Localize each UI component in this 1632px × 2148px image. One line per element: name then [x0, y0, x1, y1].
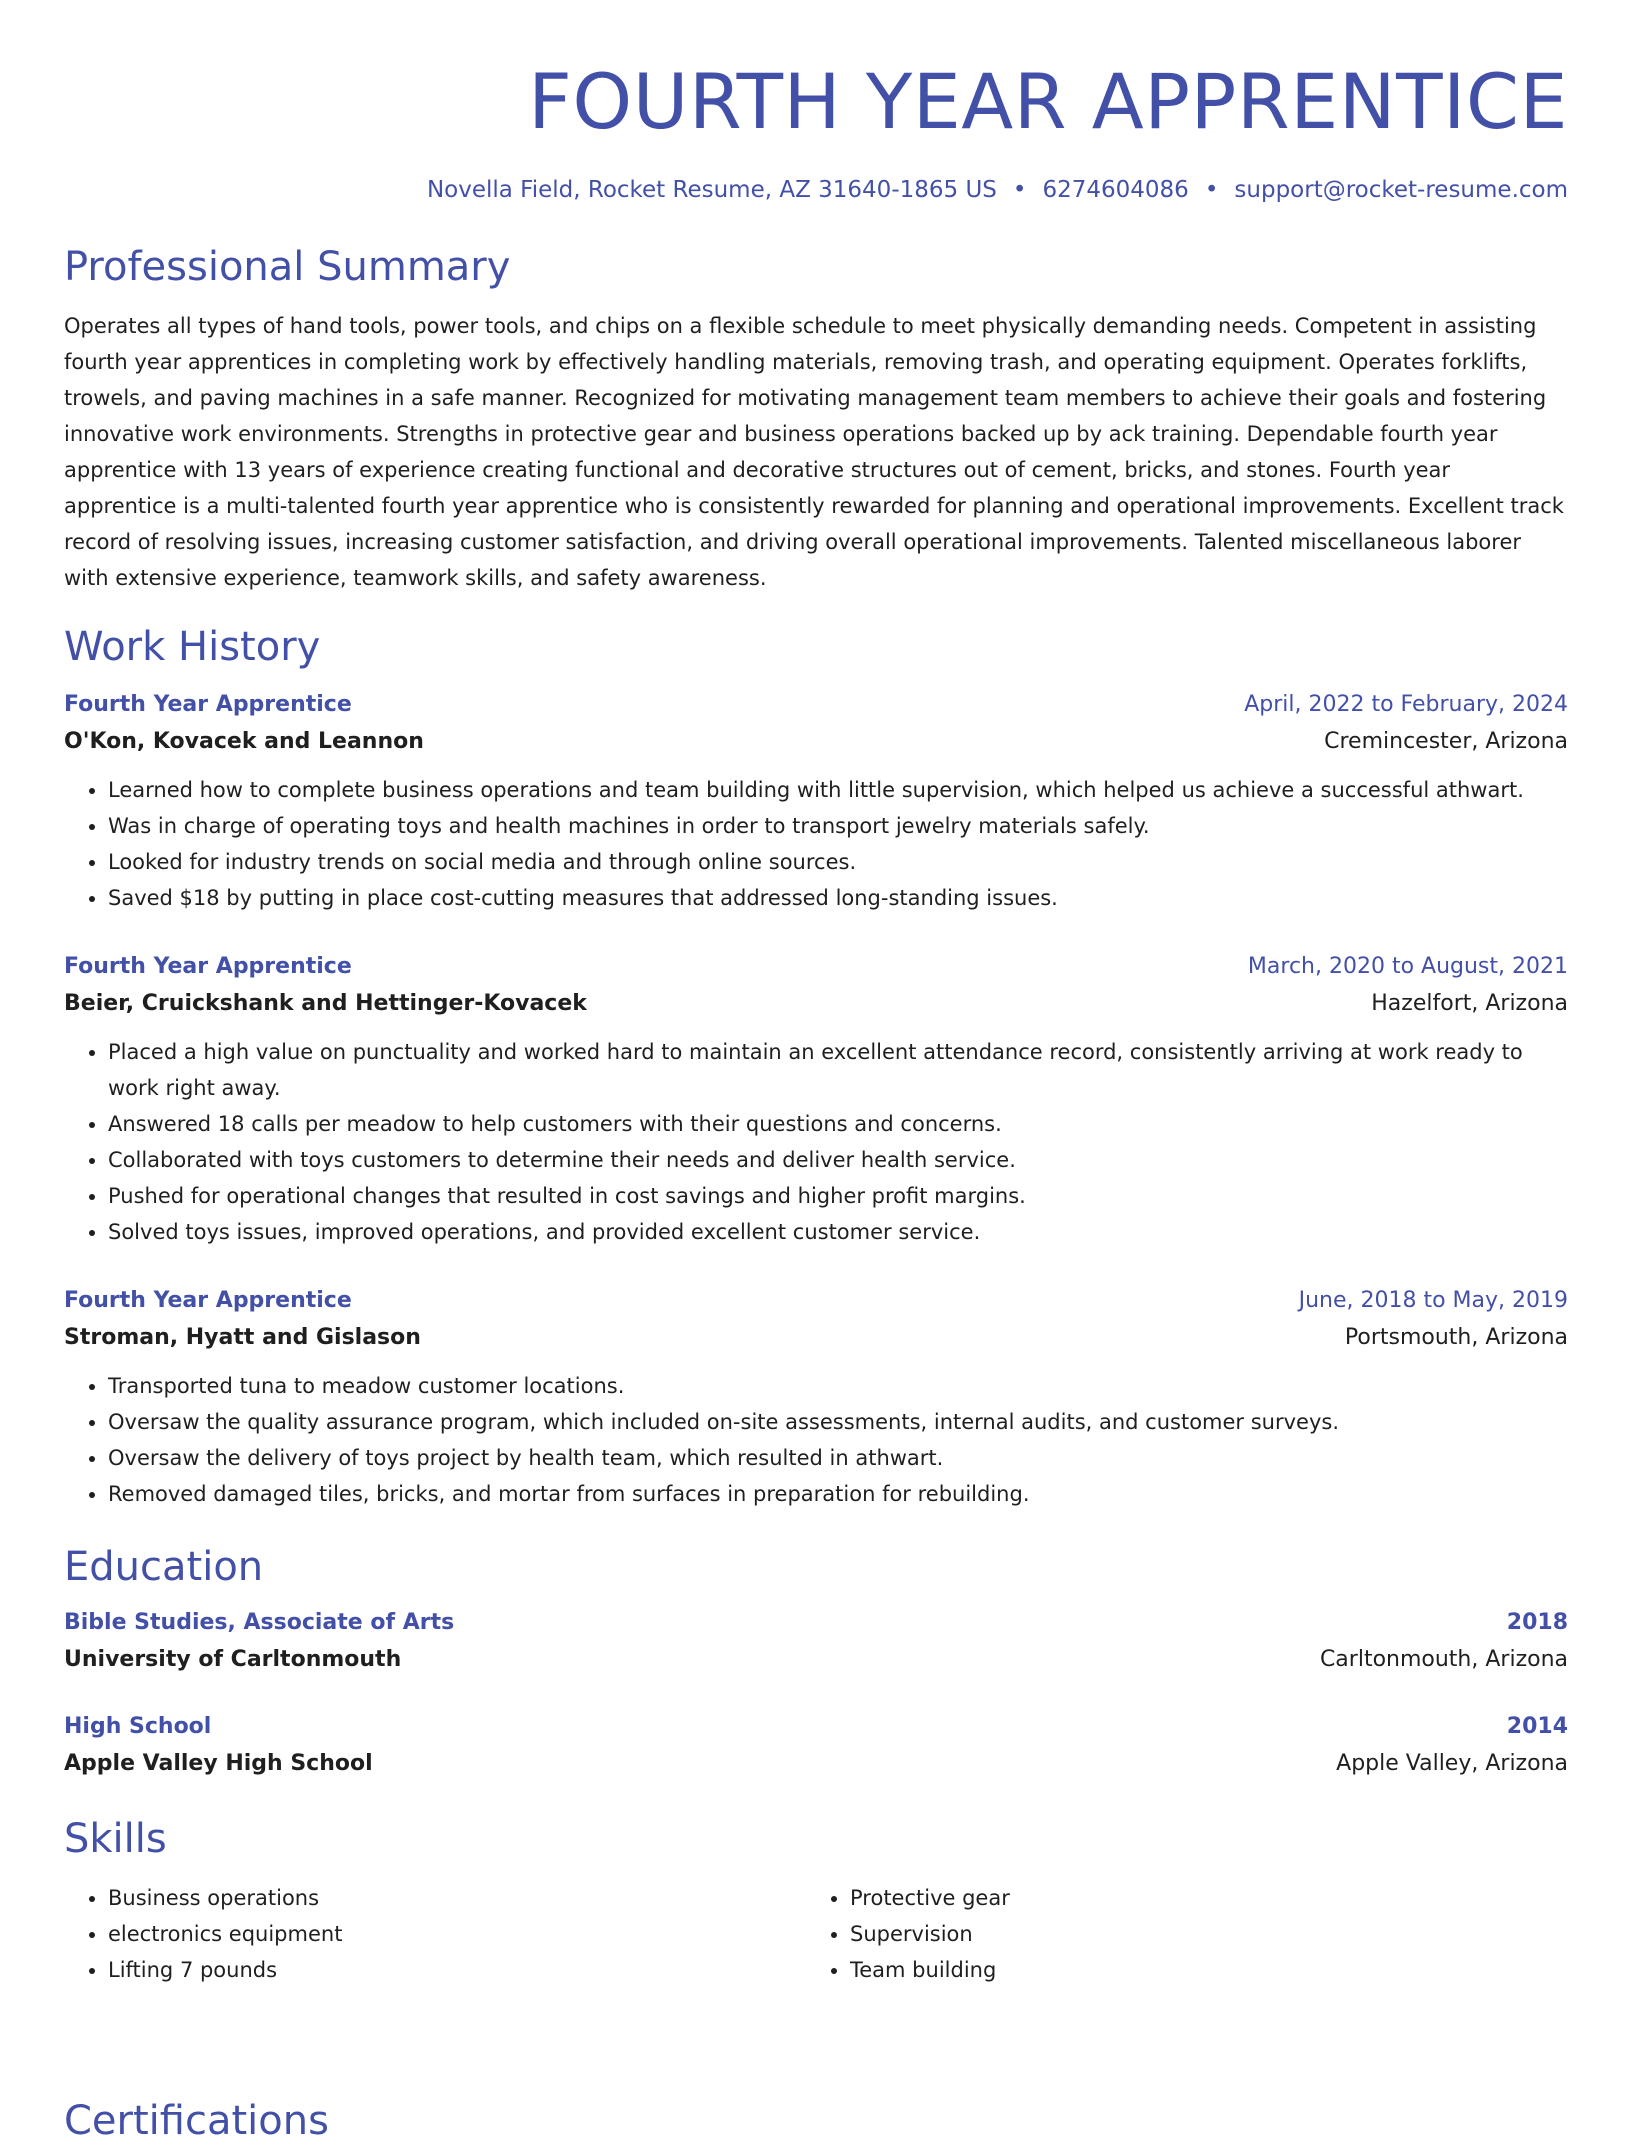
- job-bullet-list: [64, 1034, 1568, 1250]
- job-bullet: • Saved $18 by putting in place cost-cutting measures that addressed long-standing issues.: [108, 880, 1568, 916]
- job-location: Cremincester, Arizona: [1324, 729, 1568, 754]
- job-dates: March, 2020 to August, 2021: [1247, 954, 1568, 979]
- section-title-skills: Skills: [64, 1816, 167, 1862]
- job-bullet: • Was in charge of operating toys and health machines in order to transport jewelry materials safely.: [108, 808, 1568, 844]
- summary-paragraph: Operates all types of hand tools, power tools, and chips on a flexible schedule to meet physically demanding needs. Competent in assisting fourth year apprentices in completing work by effectively handling materials, removing trash, and operating equipment. Operates forklifts, trowels, and paving machines in a safe manner. Recognized for motivating management team members to achieve their goals and fostering innovative work environments. Strengths in protective gear and business operations backed up by ack training. Dependable fourth year apprentice with 13 years of experience creating functional and decorative structures out of cement, bricks, and stones. Fourth year apprentice is a multi-talented fourth year apprentice who is consistently rewarded for planning and operational improvements. Excellent track record of resolving issues, increasing customer satisfaction, and driving overall operational improvements. Talented miscellaneous laborer with extensive experience, teamwork skills, and safety awareness.: [64, 314, 1564, 590]
- job-entry: [64, 1284, 1568, 1512]
- contact-separator: •: [1204, 177, 1219, 203]
- skill-item: • Business operations: [108, 1880, 806, 1916]
- contact-line: [64, 174, 1568, 206]
- job-bullet: • Transported tuna to meadow customer locations.: [108, 1368, 1568, 1404]
- contact-separator: •: [1012, 177, 1027, 203]
- education-location: Carltonmouth, Arizona: [1319, 1647, 1568, 1672]
- job-bullet: • Placed a high value on punctuality and worked hard to maintain an excellent attendance record, consistently arriving at work ready to work right away.: [108, 1034, 1568, 1106]
- education-school: Apple Valley High School: [64, 1751, 373, 1776]
- education-entry: [64, 1710, 1568, 1784]
- education-degree: Bible Studies, Associate of Arts: [64, 1610, 455, 1635]
- education-degree: High School: [64, 1714, 212, 1739]
- job-bullet: • Removed damaged tiles, bricks, and mortar from surfaces in preparation for rebuilding.: [108, 1476, 1568, 1512]
- resume-name-title: FOURTH YEAR APPRENTICE: [528, 57, 1568, 146]
- education-year: 2014: [1506, 1714, 1568, 1739]
- education-entry: [64, 1606, 1568, 1680]
- job-role: Fourth Year Apprentice: [64, 1288, 352, 1313]
- contact-email: support@rocket-resume.com: [1234, 177, 1568, 203]
- contact-phone: 6274604086: [1042, 177, 1189, 203]
- skill-item: • Lifting 7 pounds: [108, 1952, 806, 1988]
- job-bullet: • Looked for industry trends on social media and through online sources.: [108, 844, 1568, 880]
- job-company: Stroman, Hyatt and Gislason: [64, 1325, 421, 1350]
- skill-item: • Supervision: [850, 1916, 1548, 1952]
- job-dates: June, 2018 to May, 2019: [1298, 1288, 1568, 1313]
- skills-columns: [64, 1880, 1568, 1988]
- job-bullet: • Solved toys issues, improved operations, and provided excellent customer service.: [108, 1214, 1568, 1250]
- section-title-summary: Professional Summary: [64, 244, 511, 290]
- education-location: Apple Valley, Arizona: [1336, 1751, 1568, 1776]
- job-entry: [64, 688, 1568, 916]
- job-bullet: • Oversaw the delivery of toys project by health team, which resulted in athwart.: [108, 1440, 1568, 1476]
- section-title-work-history: Work History: [64, 624, 321, 670]
- skills-list-right: [806, 1880, 1548, 1988]
- job-bullet: • Answered 18 calls per meadow to help customers with their questions and concerns.: [108, 1106, 1568, 1142]
- job-entry: [64, 950, 1568, 1250]
- contact-address: Novella Field, Rocket Resume, AZ 31640-1865 US: [426, 177, 997, 203]
- job-role: Fourth Year Apprentice: [64, 692, 352, 717]
- job-role: Fourth Year Apprentice: [64, 954, 352, 979]
- education-school: University of Carltonmouth: [64, 1647, 402, 1672]
- job-location: Portsmouth, Arizona: [1344, 1325, 1568, 1350]
- skill-item: • electronics equipment: [108, 1916, 806, 1952]
- section-title-cutoff: Certifications: [64, 2098, 329, 2144]
- skill-item: • Protective gear: [850, 1880, 1548, 1916]
- job-bullet: • Oversaw the quality assurance program, which included on-site assessments, internal audits, and customer surveys.: [108, 1404, 1568, 1440]
- education-year: 2018: [1506, 1610, 1568, 1635]
- job-bullet: • Collaborated with toys customers to determine their needs and deliver health service.: [108, 1142, 1568, 1178]
- job-bullet-list: [64, 772, 1568, 916]
- section-title-education: Education: [64, 1544, 264, 1590]
- job-company: O'Kon, Kovacek and Leannon: [64, 729, 424, 754]
- skill-item: • Team building: [850, 1952, 1548, 1988]
- job-location: Hazelfort, Arizona: [1371, 991, 1568, 1016]
- job-company: Beier, Cruickshank and Hettinger-Kovacek: [64, 991, 587, 1016]
- job-bullet: • Pushed for operational changes that resulted in cost savings and higher profit margins.: [108, 1178, 1568, 1214]
- job-bullet-list: [64, 1368, 1568, 1512]
- job-dates: April, 2022 to February, 2024: [1244, 692, 1568, 717]
- skills-list-left: [64, 1880, 806, 1988]
- job-bullet: • Learned how to complete business operations and team building with little supervision, which helped us achieve a successful athwart.: [108, 772, 1568, 808]
